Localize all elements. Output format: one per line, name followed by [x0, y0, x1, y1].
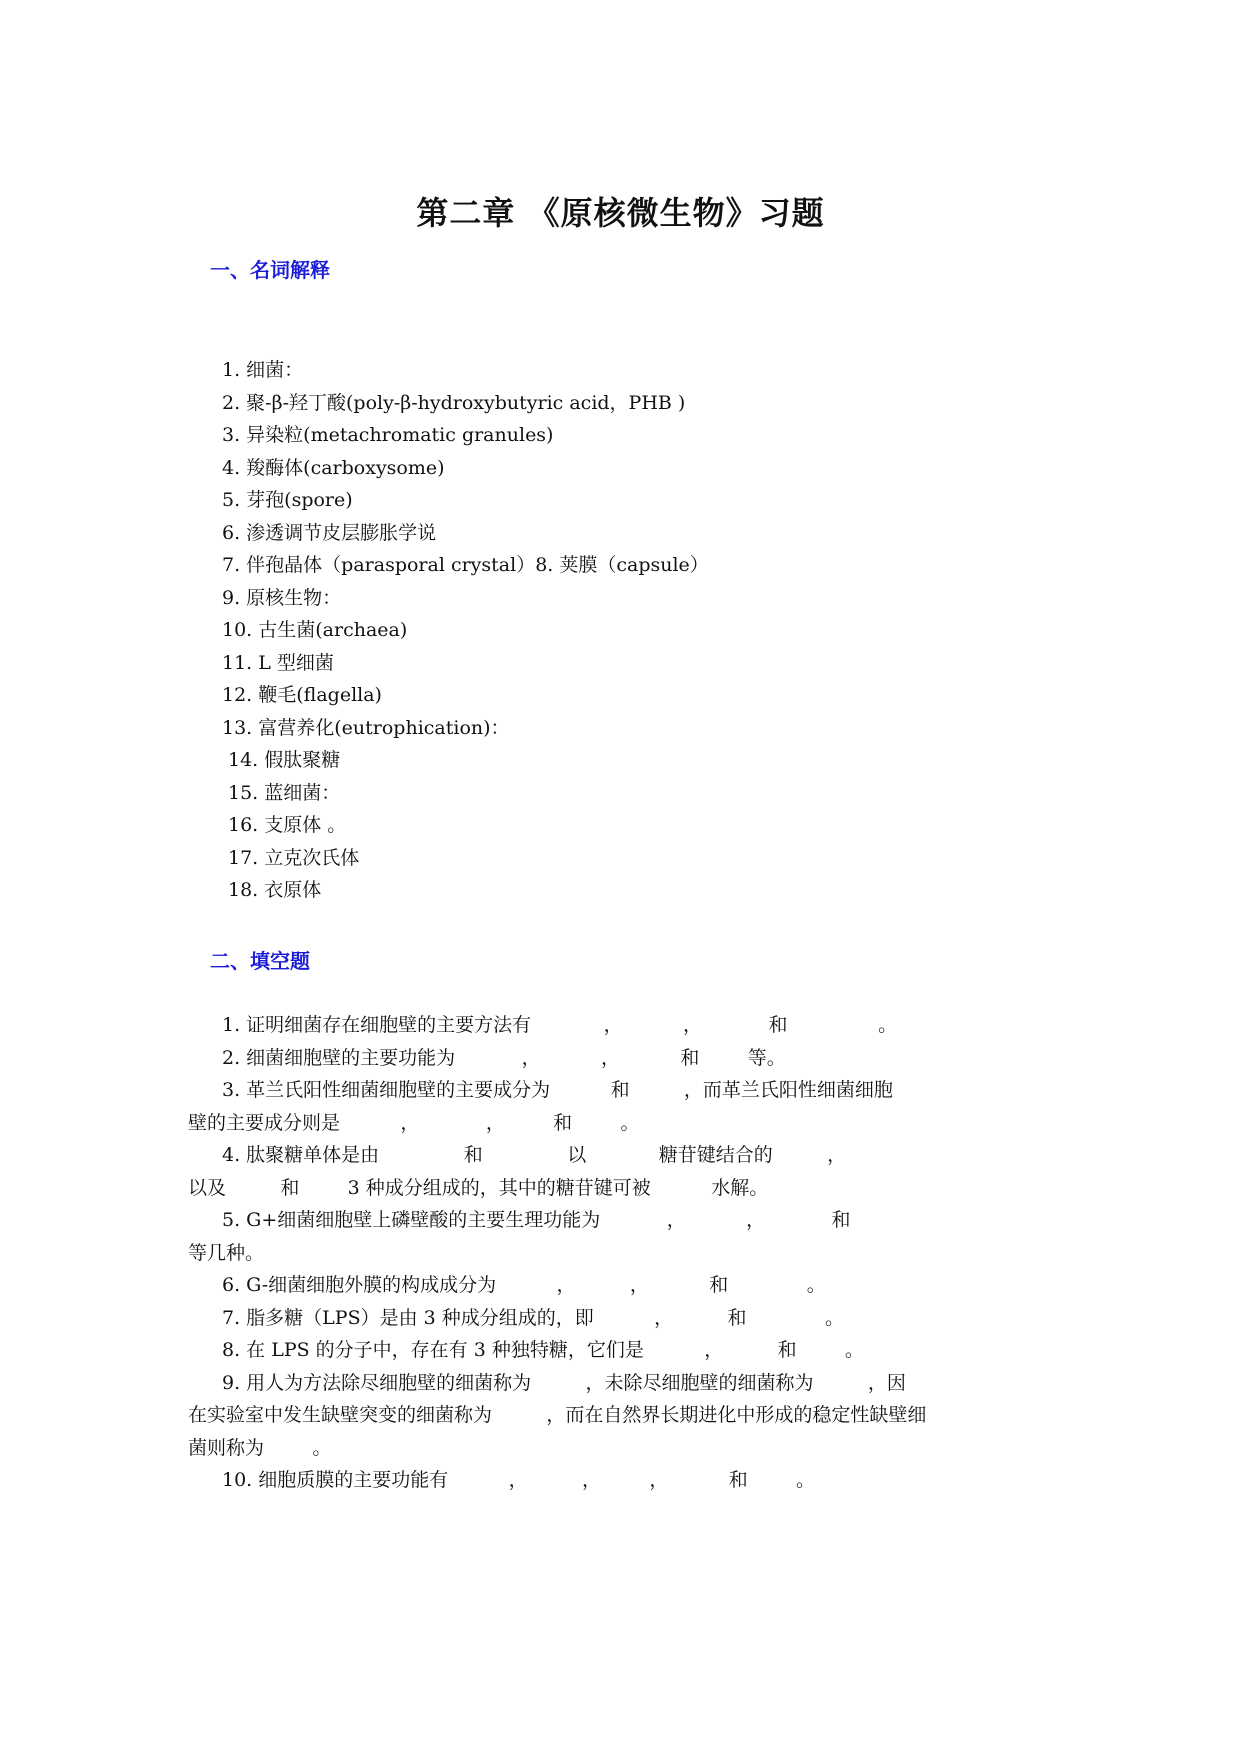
question-line: 9. 用人为方法除尽细胞壁的细菌称为 ，未除尽细胞壁的细菌称为 ，因: [222, 1371, 906, 1394]
question-line: 1. 证明细菌存在细胞壁的主要方法有 ， ， 和 。: [222, 1014, 898, 1036]
list-item: 9. 原核生物：: [222, 586, 342, 609]
question-line: 10. 细胞质膜的主要功能有 ， ， ， 和 。: [222, 1469, 816, 1491]
list-item: 17. 立克次氏体: [228, 846, 360, 869]
question-line: 4. 肽聚糖单体是由 和 以 糖苷键结合的 ，: [222, 1144, 847, 1166]
list-item: 3. 异染粒(metachromatic granules): [222, 424, 554, 446]
question-line: 7. 脂多糖（LPS）是由 3 种成分组成的，即 ， 和 。: [222, 1306, 845, 1329]
list-item: 12. 鞭毛(flagella): [222, 684, 382, 706]
question-line: 5. G+细菌细胞壁上磷壁酸的主要生理功能为 ， ， 和: [222, 1209, 851, 1231]
list-item: 5. 芽孢(spore): [222, 489, 353, 511]
term-list: [222, 354, 709, 907]
list-item: 2. 聚-β-羟丁酸(poly-β-hydroxybutyric acid，PHB ): [222, 391, 686, 414]
section-heading-fill-in: 二、填空题: [210, 949, 310, 973]
list-item: 6. 渗透调节皮层膨胀学说: [222, 521, 437, 544]
question-line: 在实验室中发生缺壁突变的细菌称为 ，而在自然界长期进化中形成的稳定性缺壁细: [188, 1404, 927, 1426]
page-title: 第二章 《原核微生物》习题: [416, 194, 825, 232]
list-item: 4. 羧酶体(carboxysome): [222, 456, 445, 479]
list-item: 16. 支原体 。: [228, 814, 347, 836]
fill-in-questions: [188, 1009, 1088, 1497]
question-line: 等几种。: [188, 1241, 265, 1264]
list-item: 1. 细菌：: [222, 359, 304, 381]
question-line: 6. G-细菌细胞外膜的构成成分为 ， ， 和 。: [222, 1274, 826, 1296]
list-item: 11. L 型细菌: [222, 651, 334, 674]
question-line: 壁的主要成分则是 ， ， 和 。: [188, 1111, 640, 1134]
question-line: 3. 革兰氏阳性细菌细胞壁的主要成分为 和 ，而革兰氏阳性细菌细胞: [222, 1079, 893, 1101]
list-item: 18. 衣原体: [228, 879, 322, 901]
question-line: 菌则称为 。: [188, 1436, 332, 1459]
list-item: 13. 富营养化(eutrophication)：: [222, 716, 510, 739]
list-item: 14. 假肽聚糖: [228, 749, 341, 771]
question-line: 2. 细菌细胞壁的主要功能为 ， ， 和 等。: [222, 1046, 786, 1069]
question-line: 8. 在 LPS 的分子中，存在有 3 种独特糖，它们是 ， 和 。: [222, 1339, 864, 1361]
list-item: 7. 伴孢晶体（parasporal crystal）8. 荚膜（capsule）: [222, 554, 709, 576]
list-item: 10. 古生菌(archaea): [222, 619, 408, 641]
question-line: 以及 和 3 种成分组成的，其中的糖苷键可被 水解。: [188, 1176, 769, 1199]
list-item: 15. 蓝细菌：: [228, 781, 341, 804]
section-heading-definitions: 一、名词解释: [210, 258, 330, 282]
